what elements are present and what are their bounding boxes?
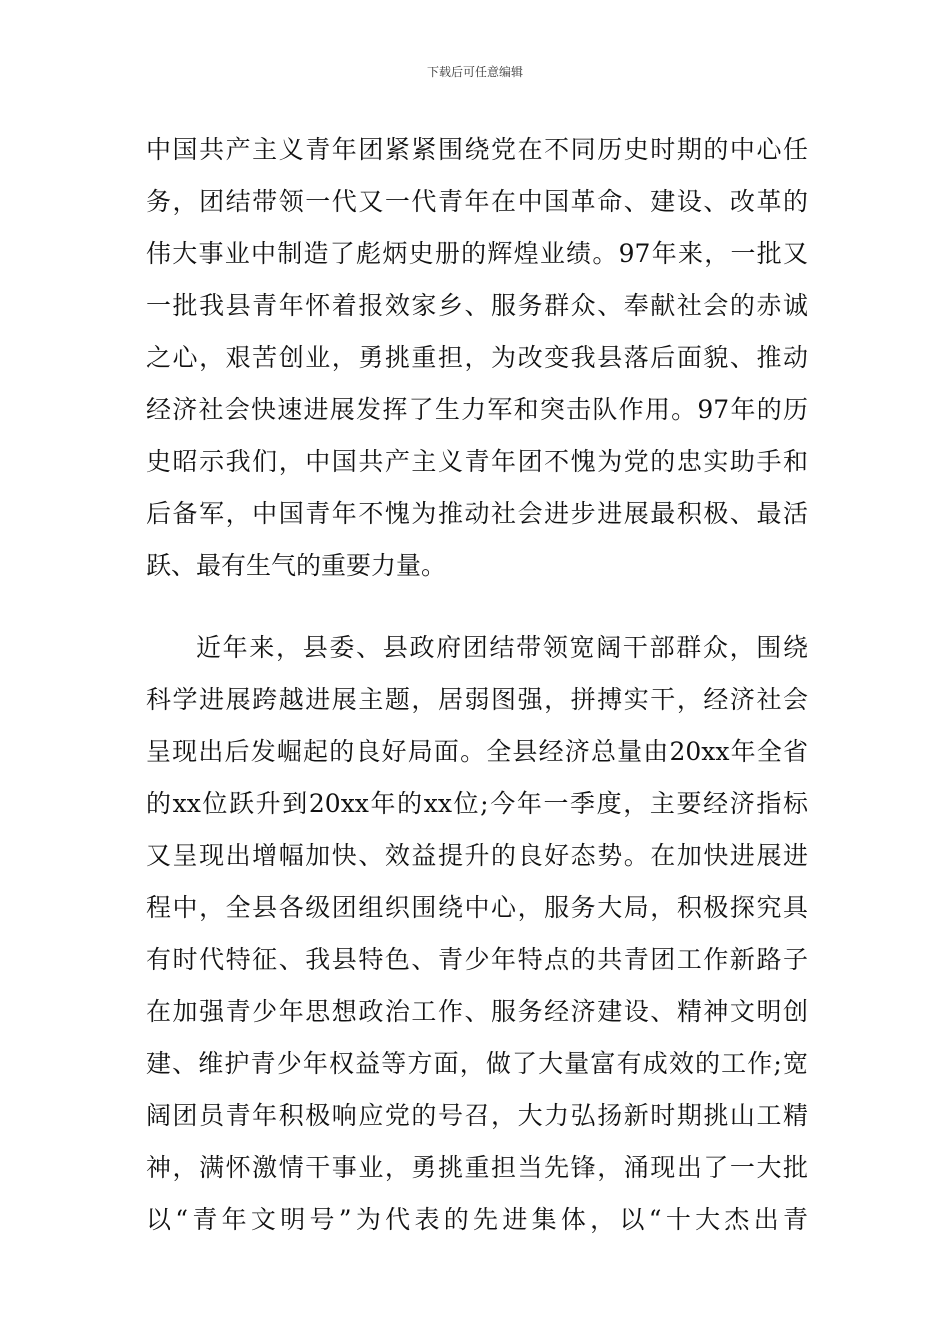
text-line: 程中，全县各级团组织围绕中心，服务大局，积极探究具 (146, 893, 808, 922)
text-line: 史昭示我们，中国共产主义青年团不愧为党的忠实助手和 (146, 447, 808, 476)
text-line: 又呈现出增幅加快、效益提升的良好态势。在加快进展进 (146, 841, 808, 870)
text-line: 建、维护青少年权益等方面，做了大量富有成效的工作;宽 (146, 1049, 808, 1078)
paragraph-2 (146, 622, 808, 1246)
text-line: 伟大事业中制造了彪炳史册的辉煌业绩。97年来，一批又 (146, 239, 808, 268)
text-line: 近年来，县委、县政府团结带领宽阔干部群众，围绕 (196, 633, 808, 662)
text-line: 务，团结带领一代又一代青年在中国革命、建设、改革的 (146, 187, 808, 216)
text-line: 的xx位跃升到20xx年的xx位;今年一季度，主要经济指标 (146, 789, 808, 818)
header-note: 下载后可任意编辑 (426, 65, 523, 79)
text-line: 有时代特征、我县特色、青少年特点的共青团工作新路子 (146, 945, 808, 974)
text-line: 神，满怀激情干事业，勇挑重担当先锋，涌现出了一大批 (146, 1153, 808, 1182)
text-line: 之心，艰苦创业，勇挑重担，为改变我县落后面貌、推动 (146, 343, 808, 372)
paragraph-1 (146, 124, 808, 592)
text-line: 经济社会快速进展发挥了生力军和突击队作用。97年的历 (146, 395, 808, 424)
text-line: 跃、最有生气的重要力量。 (146, 551, 447, 580)
text-line: 中国共产主义青年团紧紧围绕党在不同历史时期的中心任 (146, 135, 808, 164)
text-line: 呈现出后发崛起的良好局面。全县经济总量由20xx年全省 (146, 737, 808, 766)
text-line: 后备军，中国青年不愧为推动社会进步进展最积极、最活 (146, 499, 808, 528)
text-line: 以“青年文明号”为代表的先进集体，以“十大杰出青 (146, 1205, 808, 1234)
text-line: 阔团员青年积极响应党的号召，大力弘扬新时期挑山工精 (146, 1101, 808, 1130)
text-line: 科学进展跨越进展主题，居弱图强，拼搏实干，经济社会 (146, 685, 808, 714)
text-line: 在加强青少年思想政治工作、服务经济建设、精神文明创 (146, 997, 808, 1026)
text-line: 一批我县青年怀着报效家乡、服务群众、奉献社会的赤诚 (146, 291, 808, 320)
